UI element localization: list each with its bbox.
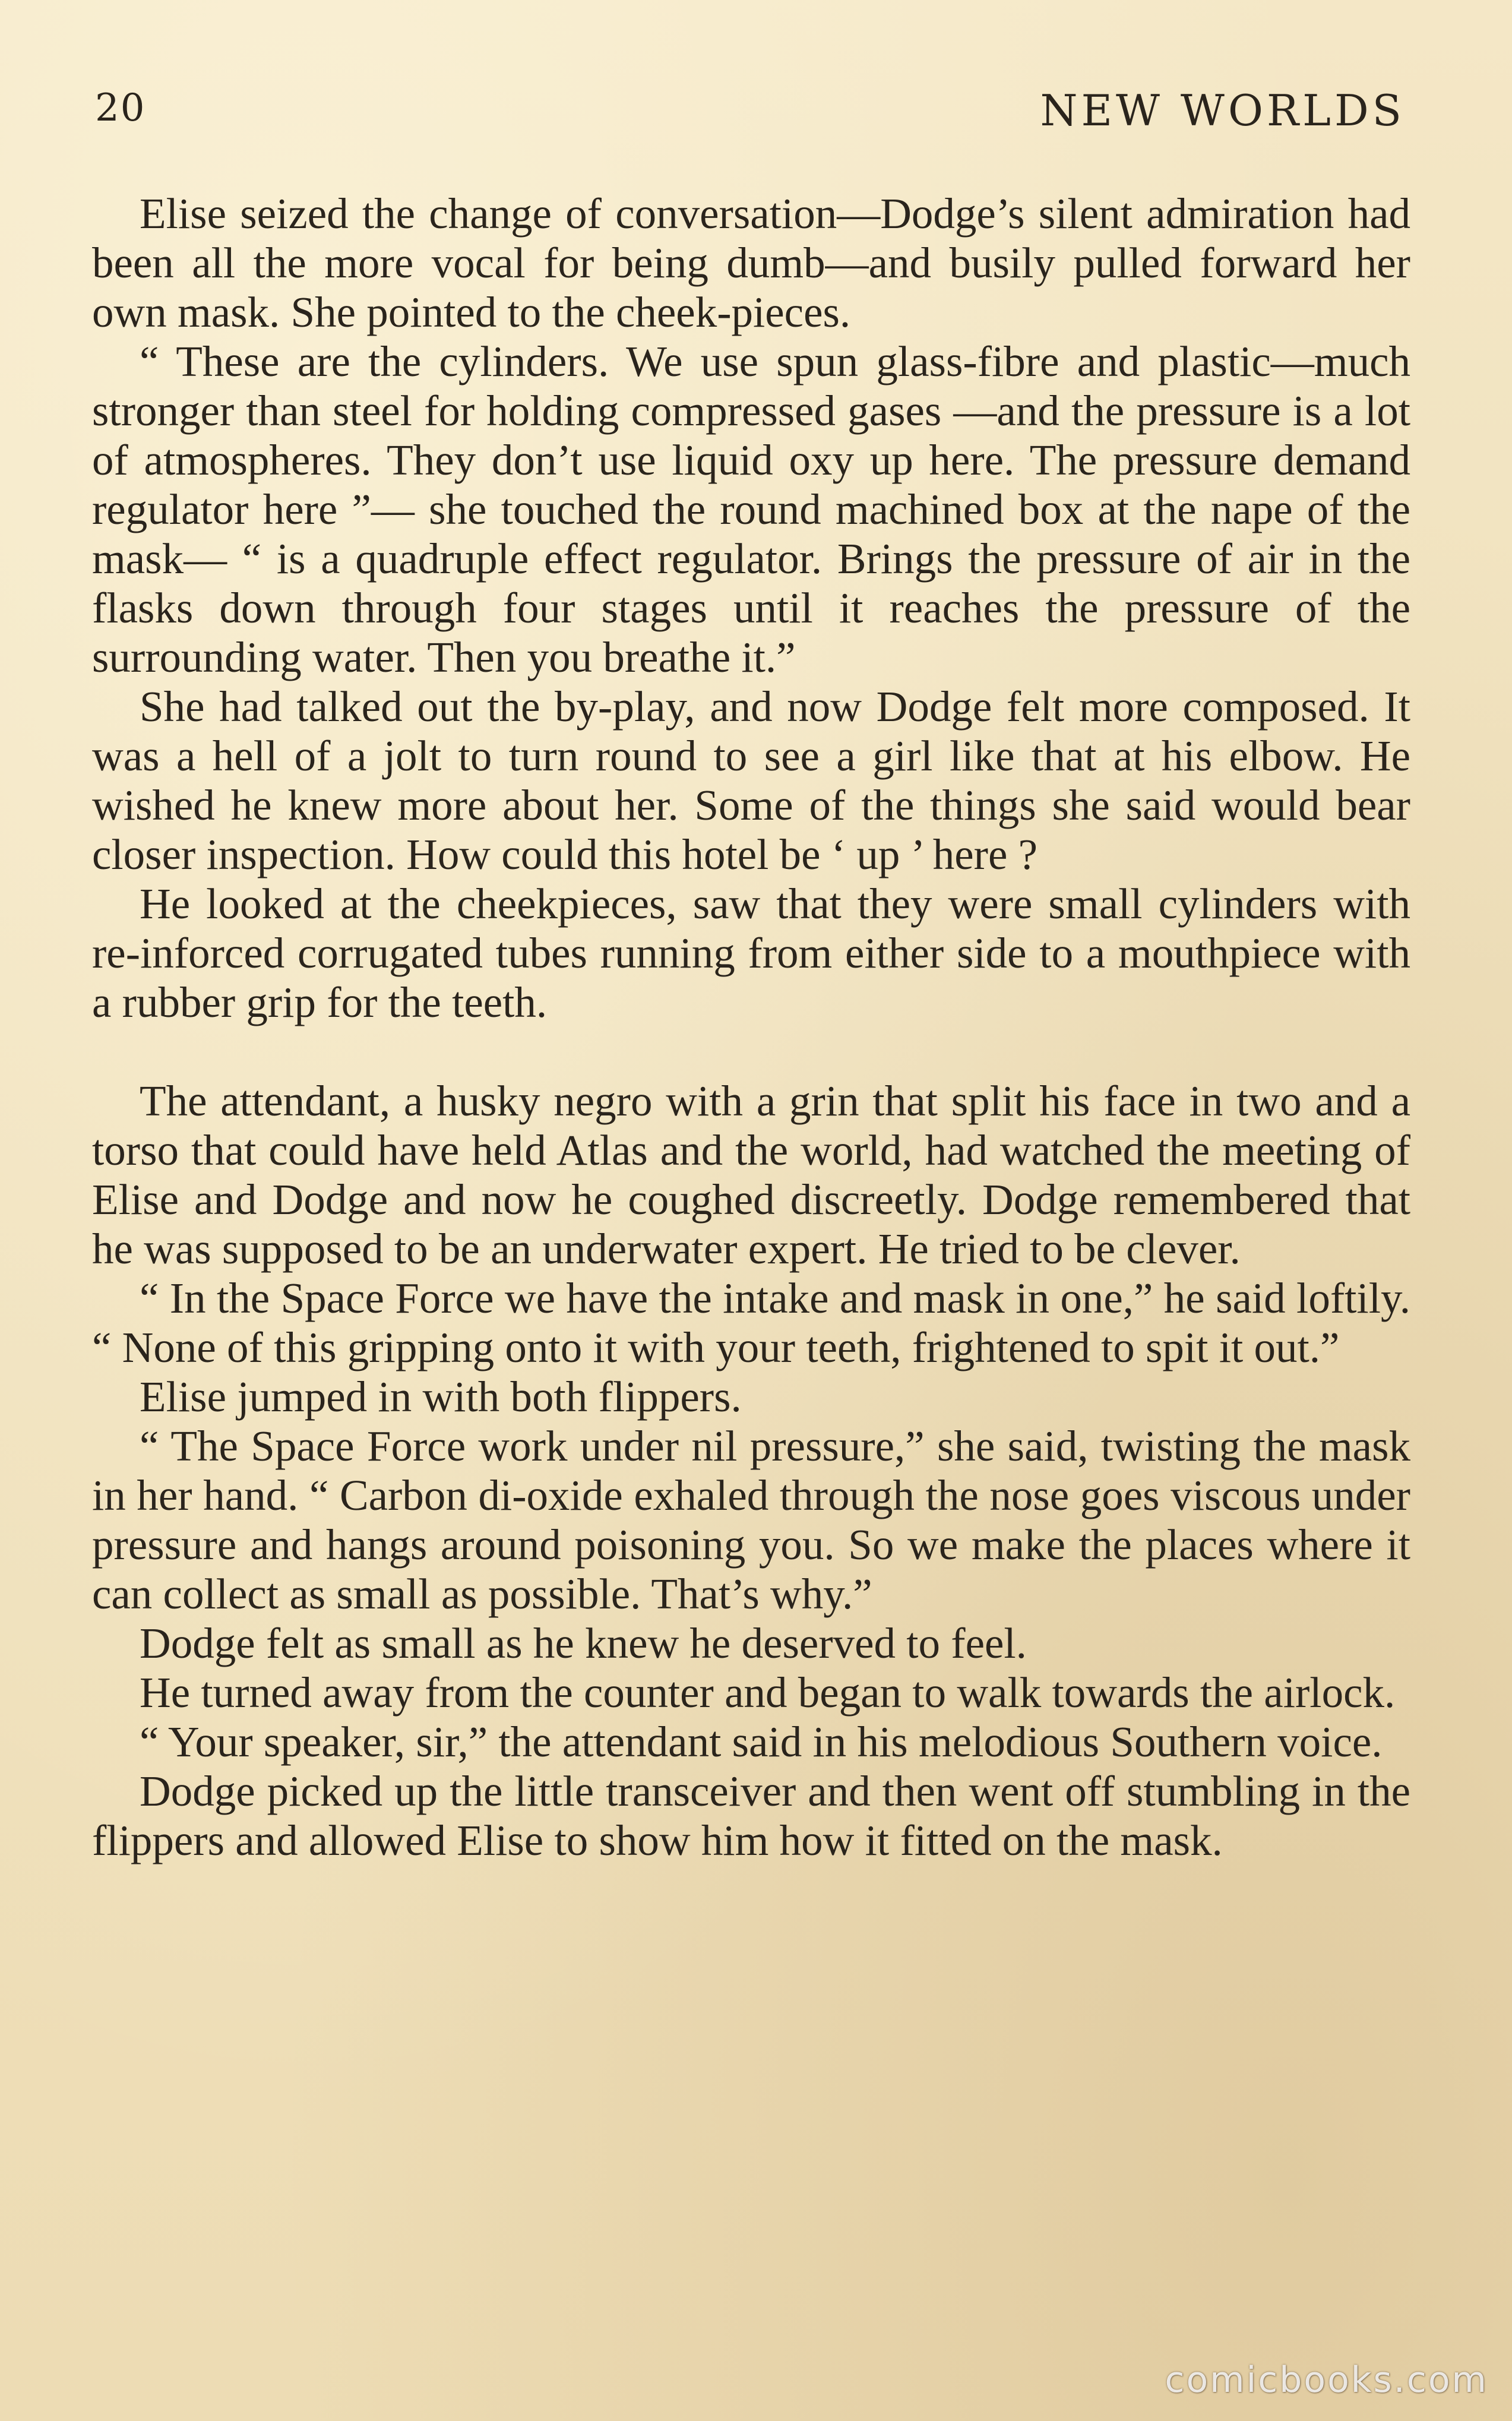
page-number: 20 bbox=[95, 86, 146, 130]
paragraph: He turned away from the counter and began to walk towards the airlock. bbox=[140, 1668, 1396, 1717]
paragraph: Dodge felt as small as he knew he deserved to feel. bbox=[140, 1619, 1027, 1667]
paragraph: “ These are the cylinders. We use spun glass-fibre and plastic—much stronger than steel for holding compressed gases —and the pressure is a lot of atmospheres. They don’t use liquid oxy up here. The pressure demand regulator here ”— she touched the round machined box at the nape of the mask— “ is a quadruple effect regulator. Brings the pressure of air in the flasks down through four stages until it reaches the pressure of the surrounding water. Then you breathe it.” bbox=[92, 337, 1410, 681]
paragraph: She had talked out the by-play, and now Dodge felt more composed. It was a hell of a jolt to turn round to see a girl like that at his elbow. He wished he knew more about her. Some of the things she said would bear closer inspection. How could this hotel be ‘ up ’ here ? bbox=[92, 682, 1410, 878]
watermark: comicbooks.com bbox=[1165, 2359, 1488, 2401]
paragraph: The attendant, a husky negro with a grin that split his face in two and a torso that could have held Atlas and the world, had watched the meeting of Elise and Dodge and now he coughed discreetly. Dodge remembered that he was supposed to be an underwater expert. He tried to be clever. bbox=[92, 1077, 1410, 1273]
paragraph: Elise jumped in with both flippers. bbox=[140, 1373, 742, 1421]
paragraph: “ The Space Force work under nil pressure,” she said, twisting the mask in her hand. “ Carbon di-oxide exhaled through the nose goes viscous under pressure and hangs around poisoning you. So we make the places where it can collect as small as possible. That’s why.” bbox=[92, 1422, 1410, 1618]
paragraph: Dodge picked up the little transceiver and then went off stumbling in the flippers and allowed Elise to show him how it fitted on the mask. bbox=[92, 1767, 1410, 1864]
running-head: NEW WORLDS bbox=[1040, 86, 1405, 135]
body-text bbox=[92, 189, 1410, 1865]
paragraph: “ In the Space Force we have the intake and mask in one,” he said loftily. “ None of this gripping onto it with your teeth, frightened to spit it out.” bbox=[92, 1274, 1410, 1371]
paragraph: “ Your speaker, sir,” the attendant said in his melodious Southern voice. bbox=[140, 1718, 1383, 1766]
paragraph: Elise seized the change of conversation—Dodge’s silent admiration had been all the more vocal for being dumb—and busily pulled forward her own mask. She pointed to the cheek-pieces. bbox=[92, 189, 1410, 336]
paragraph: He looked at the cheekpieces, saw that they were small cylinders with re-inforced corrugated tubes running from either side to a mouthpiece with a rubber grip for the teeth. bbox=[92, 880, 1410, 1026]
